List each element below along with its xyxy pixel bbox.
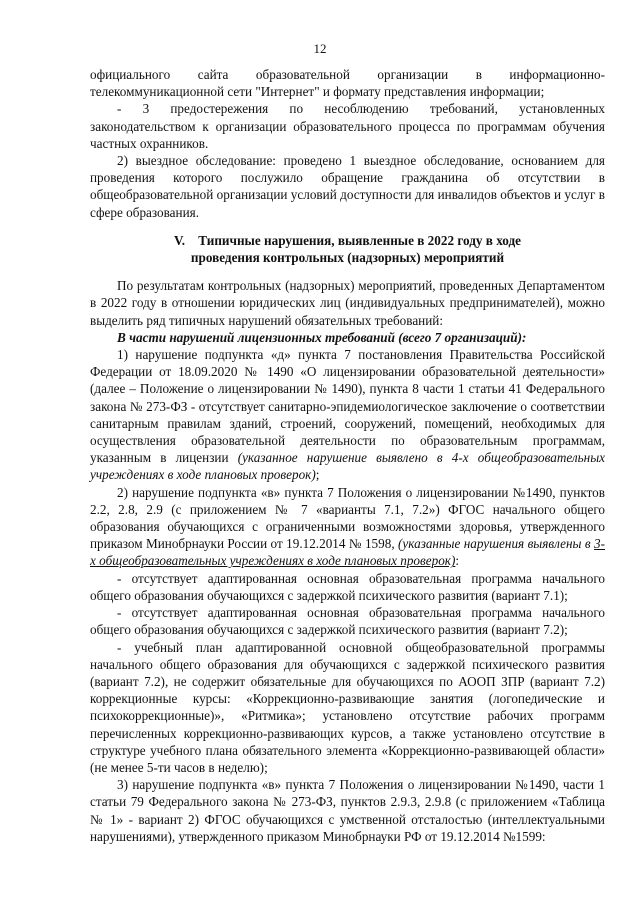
- item-1-note: (указанное нарушение выявлено в 4-х общеобразовательных учреждениях в ходе плановых проверок): [90, 450, 605, 483]
- section-heading-line-2: проведения контрольных (надзорных) мероприятий: [190, 250, 505, 266]
- licensing-subheading: В части нарушений лицензионных требований (всего 7 организаций):: [117, 329, 527, 345]
- violation-item-2: [90, 484, 605, 570]
- item-2-text: 2) нарушение подпункта «в» пункта 7 Положения о лицензировании №1490, пунктов 2.2, 2.8, 2.9 (с приложением № 7 «варианты 7.1, 7.2») ФГОС начального общего образования обучающихся с ограниченными возможностями здоровья, утвержденного приказом Минобрнауки России от 19.12.2014 № 1598,: [90, 484, 605, 552]
- bullet-item-2: - отсутствует адаптированная основная образовательная программа начального общего образования обучающихся с задержкой психического развития (вариант 7.2);: [90, 605, 605, 638]
- bullet-item-1: - отсутствует адаптированная основная образовательная программа начального общего образования обучающихся с задержкой психического развития (вариант 7.1);: [90, 570, 605, 603]
- section-lead-paragraph: По результатам контрольных (надзорных) мероприятий, проведенных Департаментом в 2022 году в отношении юридических лиц (индивидуальных предпринимателей), можно выделить ряд типичных нарушений обязательных требований:: [90, 278, 605, 328]
- item-1-text: 1) нарушение подпункта «д» пункта 7 постановления Правительства Российской Федерации от 18.09.2020 № 1490 «О лицензировании образовательной деятельности» (далее – Положение о лицензировании № 1490), пункта 8 части 1 статьи 41 Федерального закона № 273-ФЗ - отсутствует санитарно-эпидемиологическое заключение о соответствии санитарным правилам зданий, строений, сооружений, помещений, необходимых для осуществления образовательной деятельности по образовательным программам, указанным в лицензии: [90, 347, 605, 466]
- intro-paragraph-2: - 3 предостережения по несоблюдению требований, установленных законодательством к организации образовательного процесса по программам обучения частных охранников.: [90, 101, 605, 151]
- intro-paragraph-1: официального сайта образовательной организации в информационно-телекоммуникационной сети "Интернет" и формату представления информации;: [90, 67, 605, 100]
- violation-item-1: [90, 346, 605, 484]
- page-number: 12: [313, 41, 327, 56]
- item-2-note-b: 3-х общеобразовательных учреждениях в ходе плановых проверок): [90, 536, 605, 569]
- page-body: [90, 66, 605, 845]
- item-2-note-a: (указанные нарушения выявлены в: [398, 536, 594, 552]
- spacer: [90, 221, 605, 232]
- item-2-end: :: [455, 553, 460, 569]
- bullet-item-3: - учебный план адаптированной основной общеобразовательной программы начального общего образования для обучающихся с задержкой психического развития (вариант 7.2), не содержит обязательные для обучающихся по АООП ЗПР (вариант 7.2) коррекционные курсы: «Коррекционно-развивающие занятия (логопедические и психокоррекционные)», «Ритмика»; установлено отсутствие рабочих программ перечисленных коррекционно-развивающих курсов, а также установлено отсутствие в структуре учебного плана обязательного элемента «Коррекционно-развивающей области» (не менее 5-ти часов в неделю);: [90, 639, 605, 775]
- section-heading-line-1: V. Типичные нарушения, выявленные в 2022 году в ходе: [173, 232, 522, 248]
- spacer: [90, 266, 605, 277]
- item-1-end: ;: [315, 467, 320, 483]
- violation-item-3: 3) нарушение подпункта «в» пункта 7 Положения о лицензировании №1490, части 1 статьи 79 Федерального закона № 273-ФЗ, пунктов 2.9.3, 2.9.8 (с приложением «Таблица № 1» - вариант 2) ФГОС обучающихся с умственной отсталостью (интеллектуальными нарушениями), утвержденного приказом Минобрнауки РФ от 19.12.2014 №1599:: [90, 777, 605, 844]
- intro-paragraph-3: 2) выездное обследование: проведено 1 выездное обследование, основанием для проведения которого послужило обращение гражданина об отсутствии в общеобразовательной организации условий доступности для инвалидов объектов и услуг в сфере образования.: [90, 153, 605, 220]
